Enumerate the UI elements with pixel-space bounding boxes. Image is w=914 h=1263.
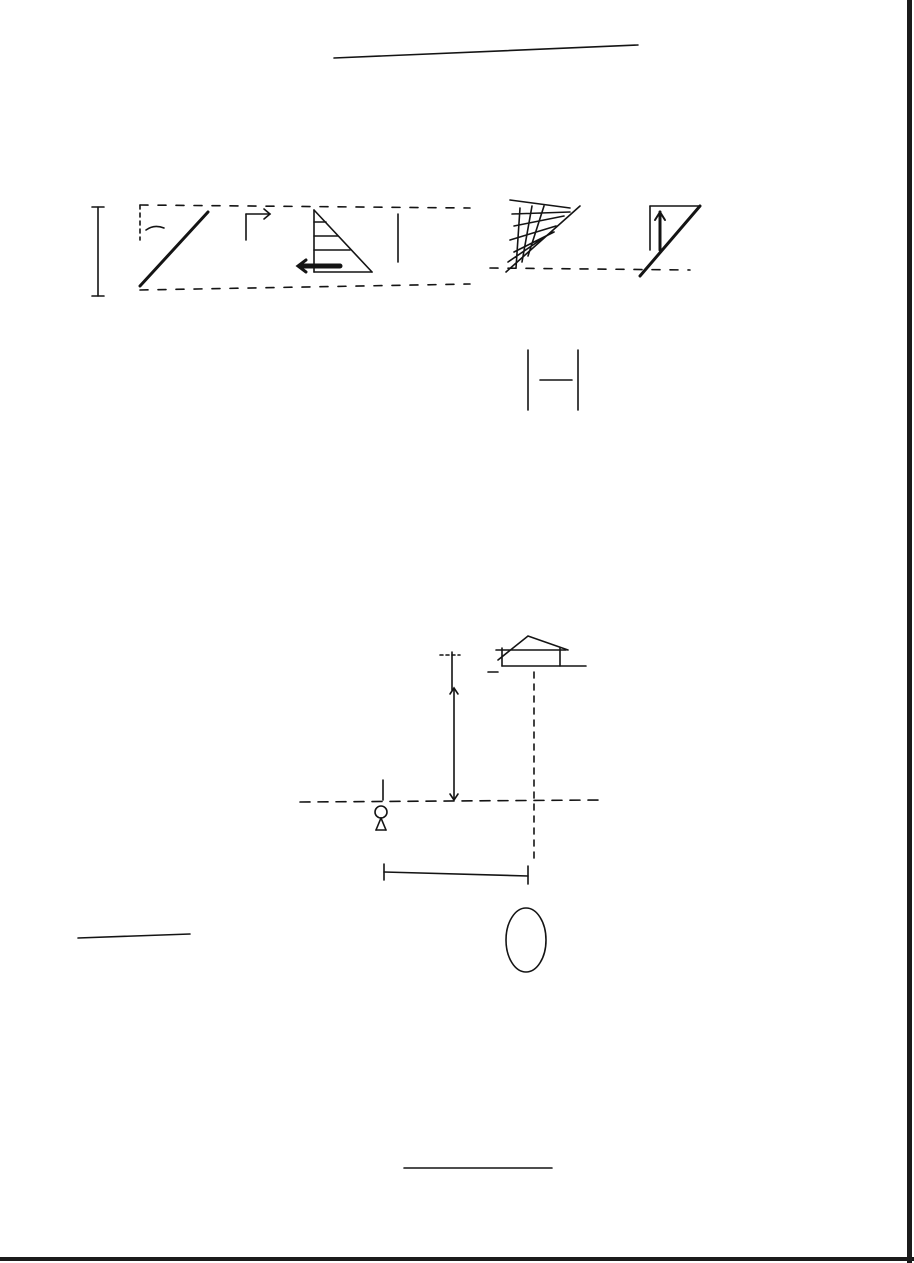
title-underline <box>334 45 638 58</box>
